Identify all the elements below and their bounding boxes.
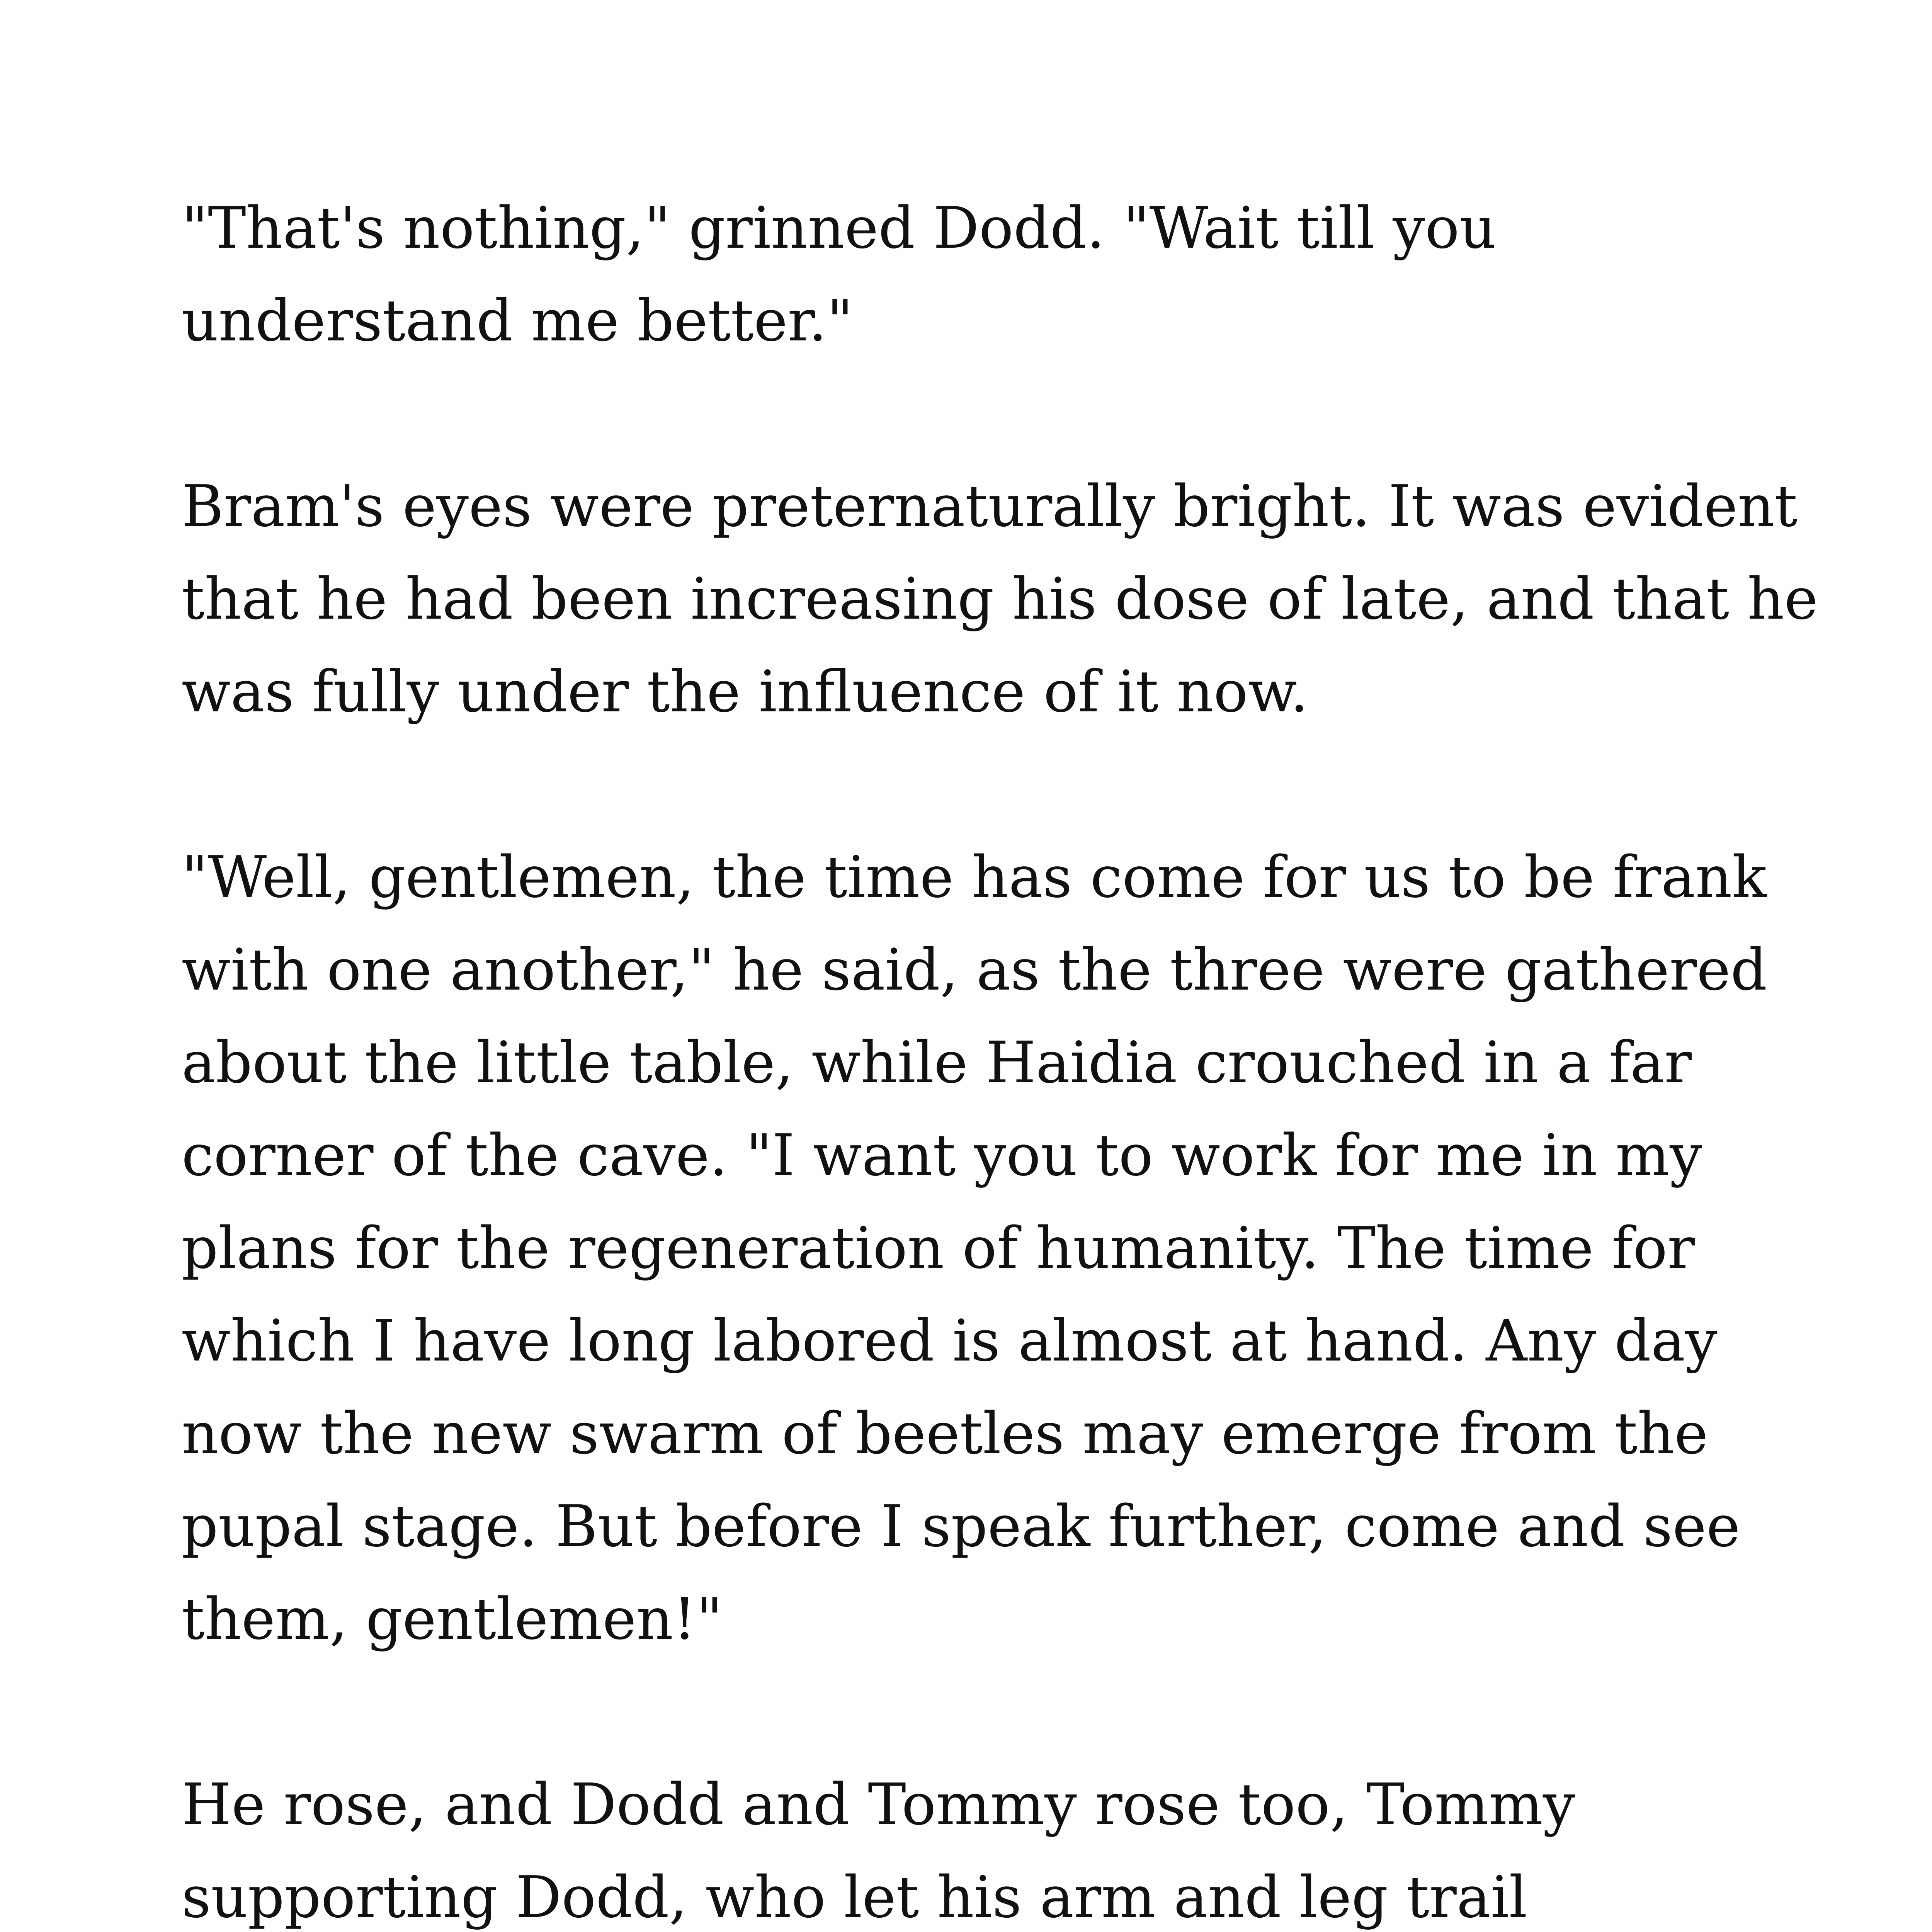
paragraph-1: "That's nothing," grinned Dodd. "Wait till you understand me better." (182, 195, 1497, 354)
paragraph-3: "Well, gentlemen, the time has come for us to be frank with one another," he said, as the three were gathered about the little table, while Haidia crouched in a far corner of the cave. "I want you to work for me in my plans for the regeneration of humanity. The time for which I have long labored is almost at hand. Any day now the new swarm of beetles may emerge from the pupal stage. But before I speak further, come and see them, gentlemen!" (182, 844, 1767, 1652)
body-text (182, 182, 1828, 1932)
paragraph-2: Bram's eyes were preternaturally bright. It was evident that he had been increasing his dose of late, and that he was fully under the influence of it now. (182, 473, 1818, 725)
paragraph-4: He rose, and Dodd and Tommy rose too, Tommy supporting Dodd, who let his arm and leg trail (182, 1771, 1575, 1930)
